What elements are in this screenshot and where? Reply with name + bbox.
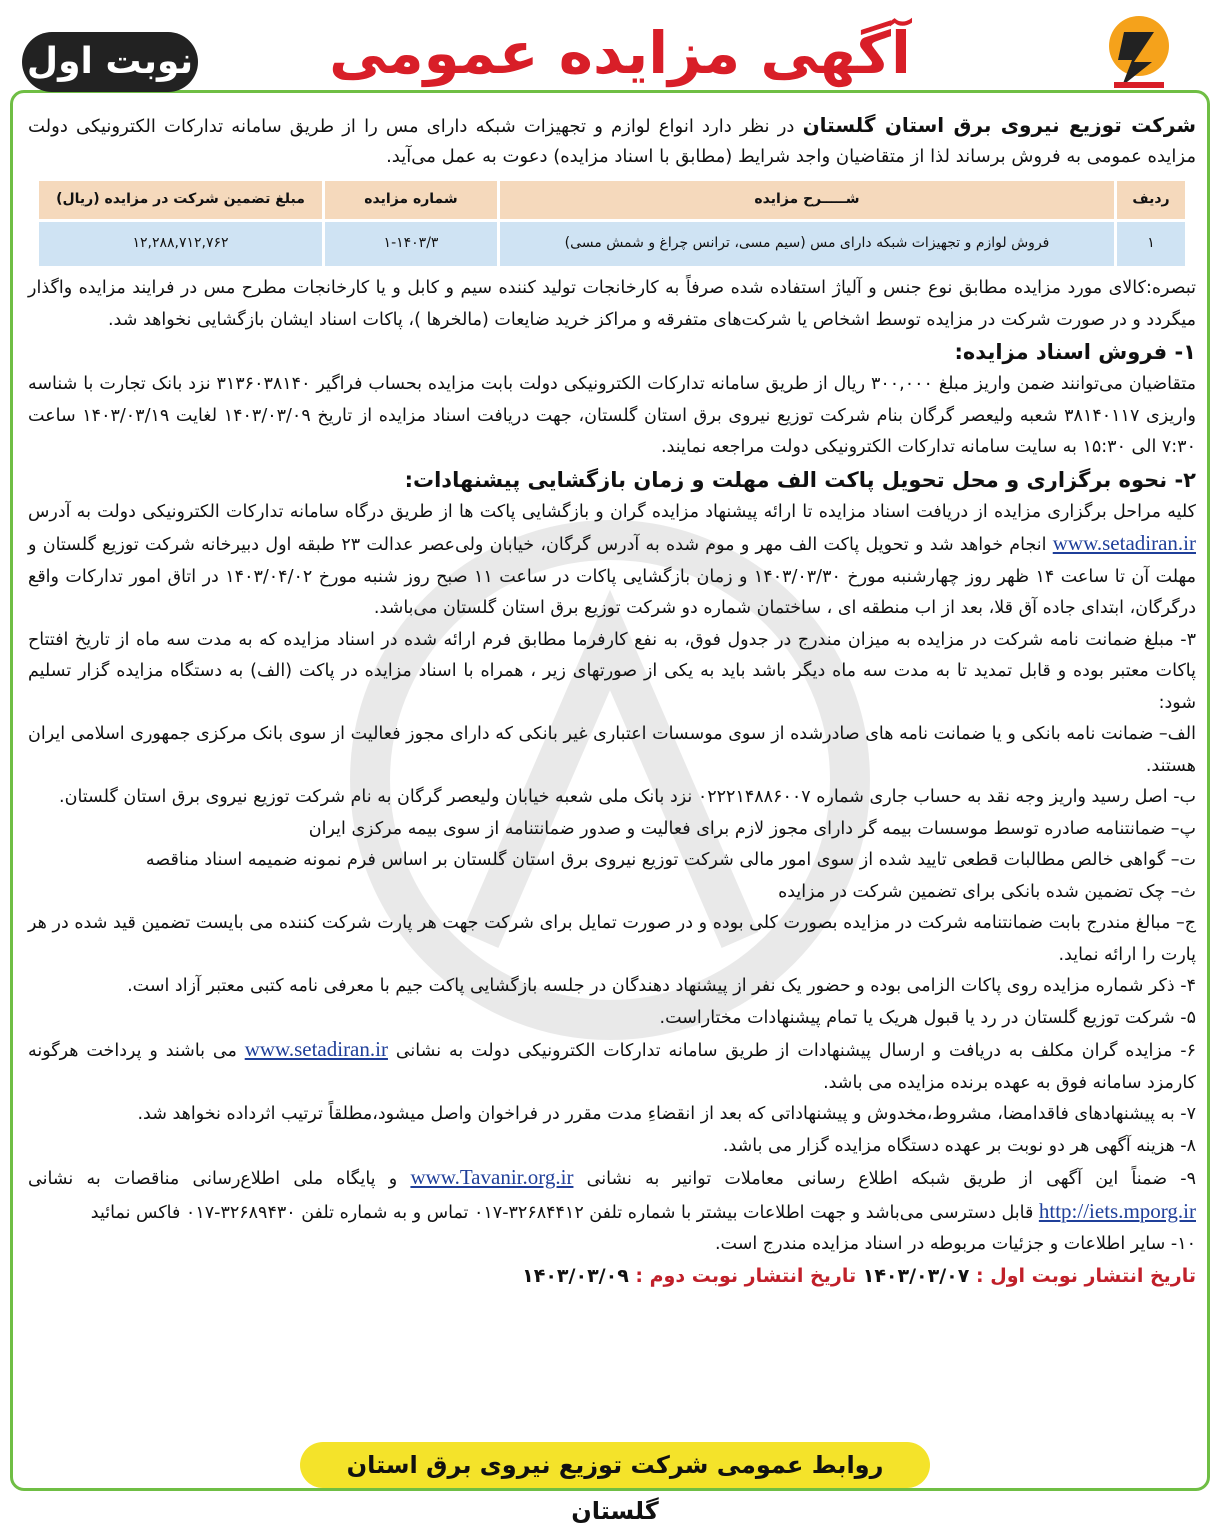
tavanir-logo-icon (1094, 12, 1184, 94)
section-3-item-pe: پ– ضمانتنامه صادره توسط موسسات بیمه گر دارای مجوز لازم برای فعالیت و صدور ضمانتنامه از سوی بیمه مرکزی ایران (308, 818, 1196, 839)
notice-body (28, 110, 1196, 1292)
header (0, 0, 1224, 100)
section-9-text (28, 1162, 1196, 1229)
header-auction-number: شماره مزایده (325, 181, 497, 219)
table-header-row (39, 181, 1185, 219)
section-6-text-a: ۶- مزایده گران مکلف به دریافت و ارسال پیشنهادات از طریق سامانه تدارکات الکترونیکی دولت به نشانی (387, 1041, 1196, 1061)
section-3-item-jim: ج– مبالغ مندرج بابت ضمانتنامه شرکت در مزایده بصورت کلی بوده و در صورت تمایل برای شرکت جهت هر پارت شرکت کننده می بایست تضمین قید شده در هر پارت را ارائه نماید. (28, 913, 1196, 965)
issue-badge: نوبت اول (22, 32, 198, 92)
cell-description: فروش لوازم و تجهیزات شبکه دارای مس (سیم مسی، ترانس چراغ و شمش مسی) (500, 222, 1114, 266)
notice-title: آگهی مزایده عمومی (329, 19, 911, 87)
auction-table (36, 178, 1188, 269)
tavanir-link[interactable]: www.Tavanir.org.ir (410, 1165, 574, 1189)
section-9-text-b: و پایگاه ملی اطلاع‌رسانی مناقصات به نشانی (28, 1169, 411, 1189)
company-name: شرکت توزیع نیروی برق استان گلستان (802, 113, 1197, 137)
header-row-num: ردیف (1117, 181, 1185, 219)
section-4-text: ۴- ذکر شماره مزایده روی پاکات الزامی بوده و حضور یک نفر از پیشنهاد دهندگان در جلسه بازگشایی پاکت جیم با معرفی نامه کتبی معتبر آزاد است. (127, 976, 1196, 996)
section-1-heading: ۱- فروش اسناد مزایده: (954, 340, 1196, 364)
publication-dates (28, 1261, 1196, 1293)
first-date-label: تاریخ انتشار نوبت اول : (969, 1264, 1196, 1287)
table-row (39, 222, 1185, 266)
section-3-text: ۳- مبلغ ضمانت نامه شرکت در مزایده به میزان مندرج در جدول فوق، به نفع کارفرما مطابق فرم ارائه شده در اسناد مزایده که به مدت سه ماه از تاریخ افتتاح پاکات معتبر بوده و قابل تمدید تا به مدت سه ماه دیگر باشد باید به یکی از صورتهای زیر ، همراه با اسناد مزایده در پاکت (الف) به دستگاه مزایده گزار تسلیم شود: (28, 629, 1196, 713)
section-2-heading: ۲- نحوه برگزاری و محل تحویل پاکت الف مهلت و زمان بازگشایی پیشنهادات: (404, 467, 1196, 492)
section-3-item-te: ت– گواهی خالص مطالبات قطعی تایید شده از سوی امور مالی شرکت توزیع نیروی برق استان گلستان بر اساس فرم نمونه ضمیمه اسناد مناقصه (145, 850, 1196, 870)
section-1-text: متقاضیان می‌توانند ضمن واریز مبلغ ۳۰۰,۰۰۰ ریال از طریق سامانه تدارکات الکترونیکی دولت بابت مزایده بحساب فراگیر ۳۱۳۶۰۳۸۱۴۰ نزد بانک تجارت با شناسه واریزی ۳۸۱۴۰۱۱۷ شعبه ولیعصر گرگان بنام شرکت توزیع نیروی برق استان گلستان، جهت دریافت اسناد مزایده از تاریخ ۱۴۰۳/۰۳/۰۹ لغایت ۱۴۰۳/۰۳/۱۹ ساعت ۷:۳۰ الی ۱۵:۳۰ به سایت سامانه تدارکات الکترونیکی دولت مراجعه نمایند. (28, 374, 1196, 457)
section-5-text: ۵- شرکت توزیع گلستان در رد یا قبول هریک یا تمام پیشنهادات مختاراست. (659, 1007, 1196, 1028)
section-8-text: ۸- هزینه آگهی هر دو نوبت بر عهده دستگاه مزایده گزار می باشد. (722, 1135, 1196, 1156)
section-2-text (28, 497, 1196, 625)
intro-text: در نظر دارد انواع لوازم و تجهیزات شبکه دارای مس را از طریق سامانه تدارکات الکترونیکی دولت مزایده عمومی به فروش برساند لذا از متقاضیان واجد شرایط (مطابق با اسناد مزایده) دعوت به عمل می‌آید. (28, 116, 1196, 167)
section-9-text-a: ۹- ضمناً این آگهی از طریق شبکه اطلاع رسانی معاملات توانیر به نشانی (573, 1169, 1196, 1189)
section-2-text-a: کلیه مراحل برگزاری مزایده از دریافت اسناد مزایده تا ارائه پیشنهاد مزایده گران و بازگشایی پاکت ها از طریق درگاه سامانه تدارکات الکترونیکی دولت به آدرس (28, 501, 1196, 522)
setadiran-link-2[interactable]: www.setadiran.ir (244, 1037, 388, 1061)
cell-row-num: ۱ (1117, 222, 1185, 266)
second-date-value: ۱۴۰۳/۰۳/۰۹ (522, 1264, 629, 1287)
section-3-item-se: ث– چک تضمین شده بانکی برای تضمین شرکت در مزایده (778, 881, 1196, 902)
setadiran-link[interactable]: www.setadiran.ir (1052, 531, 1196, 555)
section-2-text-b: انجام خواهد شد و تحویل پاکت الف مهر و موم شده به آدرس گرگان، خیابان ولی‌عصر عدالت ۲۳ طبقه اول دبیرخانه شرکت توزیع گلستان و مهلت آن تا ساعت ۱۴ ظهر روز چهارشنبه مورخ ۱۴۰۳/۰۳/۳۰ و زمان بازگشایی پاکات در ساعت ۱۱ صبح روز شنبه مورخ ۱۴۰۳/۰۴/۰۲ در اتاق امور تدارکات واقع درگرگان، ابتدای جاده آق قلا، بعد از اب منطقه ای ، ساختمان شماره دو شرکت توزیع برق استان گلستان می‌باشد. (28, 535, 1196, 618)
second-date-label: تاریخ انتشار نوبت دوم : (628, 1264, 863, 1287)
section-3-item-be: ب- اصل رسید واریز وجه نقد به حساب جاری شماره ۰۲۲۲۱۴۸۸۶۰۰۷ نزد بانک ملی شعبه خیابان ولیعصر گرگان به نام شرکت توزیع نیروی برق استان گلستان. (59, 787, 1196, 807)
first-date-value: ۱۴۰۳/۰۳/۰۷ (862, 1264, 970, 1287)
cell-guarantee-amount: ۱۲,۲۸۸,۷۱۲,۷۶۲ (39, 222, 322, 266)
cell-auction-number: ۱-۱۴۰۳/۳ (325, 222, 497, 266)
section-9-text-c: قابل دسترسی می‌باشد و جهت اطلاعات بیشتر با شماره تلفن ۳۲۶۸۴۴۱۲-۰۱۷ تماس و به شماره تلفن ۳۲۶۸۹۴۳۰-۰۱۷ فاکس نمائید (90, 1202, 1039, 1223)
intro-paragraph (28, 110, 1196, 172)
section-10-text: ۱۰- سایر اطلاعات و جزئیات مربوطه در اسناد مزایده مندرج است. (714, 1234, 1196, 1254)
note-paragraph: تبصره:کالای مورد مزایده مطابق نوع جنس و آلیاژ استفاده شده صرفاً به کارخانجات تولید کننده سیم و کابل و یا کارخانجات مطرح مس در فرایند مزایده واگذار میگردد و در صورت شرکت در مزایده توسط اشخاص یا شرکت‌های متفرقه و مراکز خرید ضایعات (مالخرها )، پاکات اسناد ایشان بازگشایی نخواهد شد. (28, 278, 1196, 330)
section-3-item-alef: الف– ضمانت نامه بانکی و یا ضمانت نامه های صادرشده از سوی موسسات اعتباری غیر بانکی که دارای مجوز فعالیت از سوی بانک مرکزی جمهوری اسلامی ایران هستند. (28, 724, 1196, 776)
iets-link[interactable]: http://iets.mporg.ir (1038, 1198, 1196, 1223)
header-guarantee-amount: مبلغ تضمین شرکت در مزایده (ریال) (39, 181, 322, 219)
section-6-text-b: می باشند و پرداخت هرگونه کارمزد سامانه فوق به عهده برنده مزایده می باشد. (28, 1041, 1196, 1093)
section-7-text: ۷- به پیشنهادهای فاقدامضا، مشروط،مخدوش و پیشنهاداتی که بعد از انقضاءِ مدت مقرر در فراخوان واصل میشود،مطلقاً ترتیب اثرداده نخواهد شد. (137, 1104, 1196, 1124)
public-relations-footer: روابط عمومی شرکت توزیع نیروی برق استان گلستان (300, 1442, 930, 1488)
header-description: شـــــرح مزایده (500, 181, 1114, 219)
section-6-text (28, 1034, 1196, 1099)
